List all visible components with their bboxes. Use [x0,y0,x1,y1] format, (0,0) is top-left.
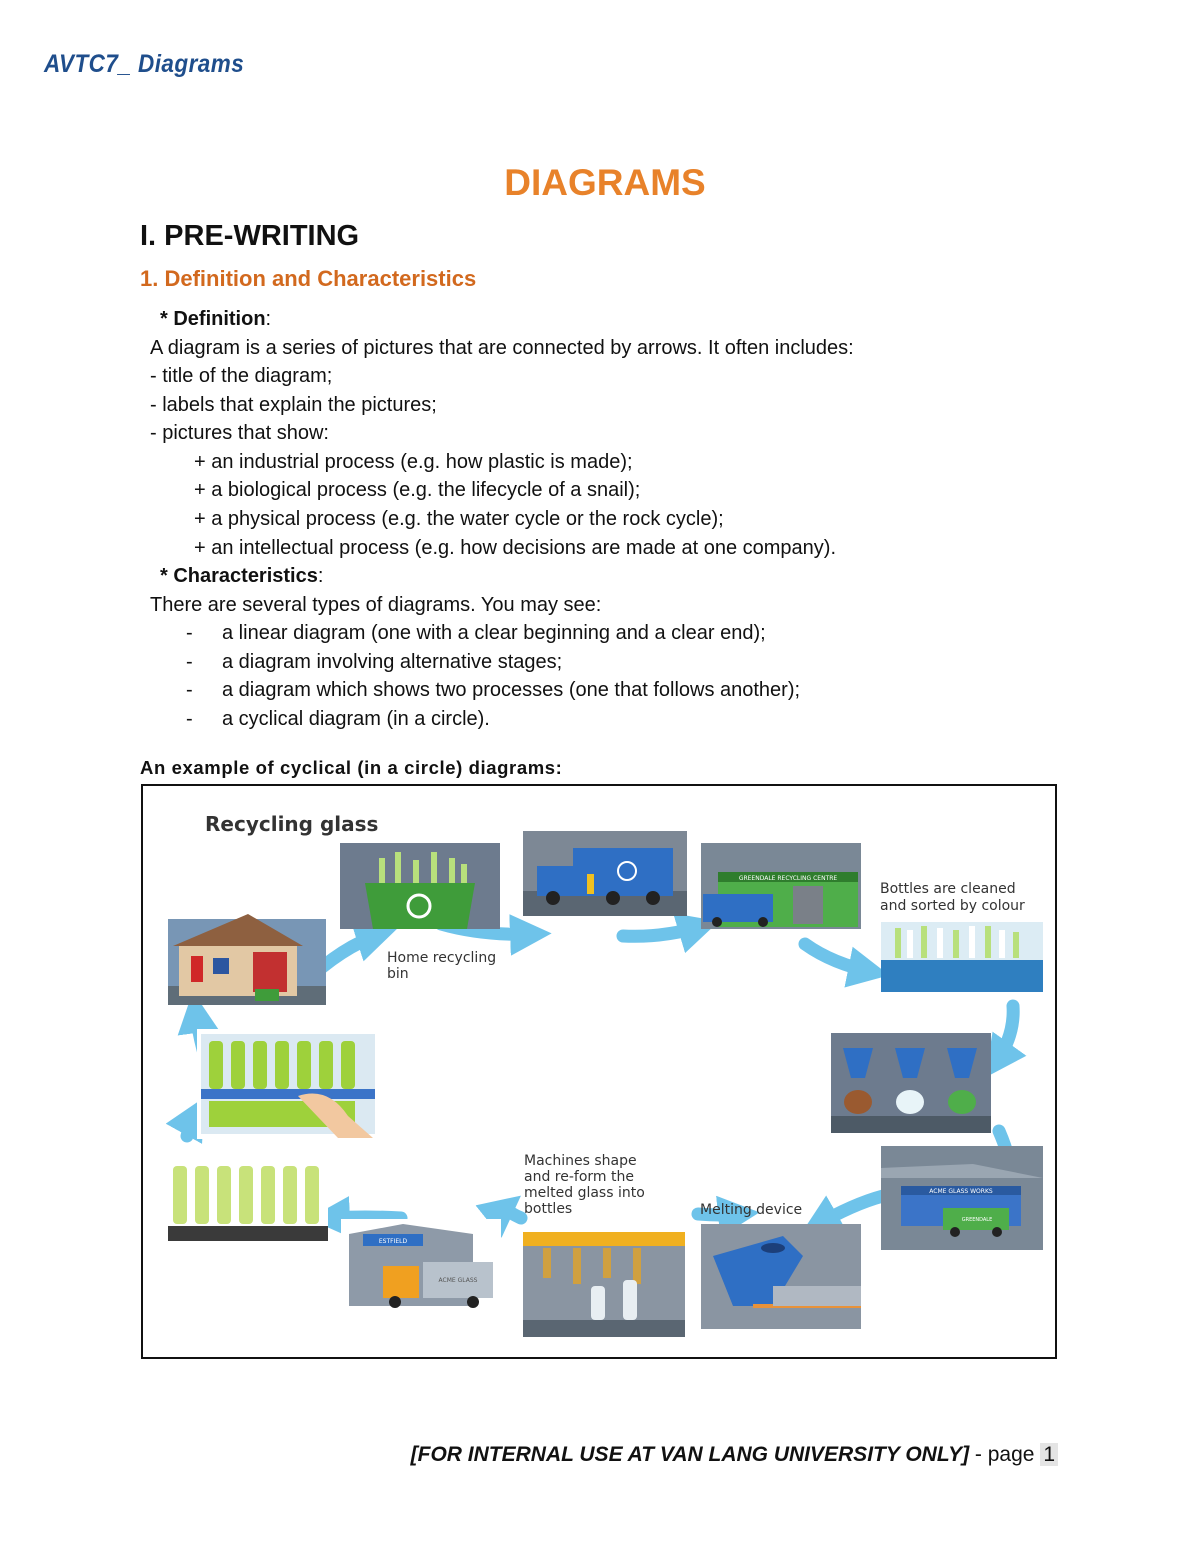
characteristics-bullet: - [186,679,193,701]
definition-item: - pictures that show: [150,422,329,444]
collection-truck-picture [523,831,687,916]
label-cleaned-line1: Bottles are cleaned [880,881,1016,897]
subsection-heading: 1. Definition and Characteristics [140,266,477,291]
label-machines-line1: Machines shape [524,1153,637,1169]
characteristics-bullet: - [186,708,193,730]
acme-glass-sign: ACME GLASS [438,1277,478,1284]
label-machines-line3: melted glass into [524,1185,645,1201]
truck-sign: GREENDALE [961,1217,993,1223]
page-footer [411,1443,1058,1467]
recycling-centre-picture [701,843,861,929]
glass-works-sign: ACME GLASS WORKS [929,1188,993,1195]
definition-intro: A diagram is a series of pictures that are connected by arrows. It often includes: [150,337,854,359]
definition-colon: : [265,308,272,330]
figure-title: Recycling glass [205,812,379,836]
melting-device-picture [701,1224,861,1329]
delivery-truck-picture [341,1219,501,1324]
definition-sub-item: + an industrial process (e.g. how plastic is made); [194,451,633,473]
hoarding-sign: ESTFIELD [378,1238,408,1245]
characteristics-intro: There are several types of diagrams. You may see: [150,594,602,616]
label-machines-line2: and re-form the [524,1169,634,1185]
definition-item: - labels that explain the pictures; [150,394,437,416]
label-bin-line2: bin [387,966,409,982]
recycling-glass-figure [141,784,1057,1359]
recycling-bin-picture [340,843,500,929]
characteristics-bullet: - [186,651,193,673]
definition-heading-text: * Definition [160,308,266,330]
footer-separator: - page [969,1443,1041,1466]
glass-works-picture [881,1146,1043,1250]
characteristics-colon: : [317,565,324,587]
label-machines-line4: bottles [524,1201,573,1217]
bottle-cleaning-picture [881,922,1043,992]
label-bin-line1: Home recycling [387,950,497,966]
characteristics-item: a cyclical diagram (in a circle). [222,708,490,730]
characteristics-bullet: - [186,622,193,644]
definition-sub-item: + a physical process (e.g. the water cycle or the rock cycle); [194,508,724,530]
definition-item: - title of the diagram; [150,365,333,387]
centre-sign: GREENDALE RECYCLING CENTRE [738,875,838,882]
footer-text: [FOR INTERNAL USE AT VAN LANG UNIVERSITY ONLY] [410,1443,970,1466]
shaping-machine-picture [523,1232,685,1337]
characteristics-item: a diagram which shows two processes (one that follows another); [222,679,801,701]
label-cleaned-line2: and sorted by colour [880,898,1025,914]
shop-shelf-picture [197,1029,379,1139]
characteristics-item: a linear diagram (one with a clear beginning and a clear end); [222,622,766,644]
definition-sub-item: + an intellectual process (e.g. how decisions are made at one company). [194,537,837,559]
characteristics-heading-text: * Characteristics [160,565,318,587]
page-title: DIAGRAMS [504,162,706,203]
definition-sub-item: + a biological process (e.g. the lifecycle of a snail); [194,479,641,501]
characteristics-item: a diagram involving alternative stages; [222,651,563,673]
label-melting: Melting device [700,1202,803,1218]
bottle-line-picture [168,1146,328,1241]
section-heading: I. PRE-WRITING [140,220,360,252]
definition-heading [160,305,271,334]
example-caption: An example of cyclical (in a circle) diagrams: [140,757,563,778]
characteristics-heading [160,562,323,591]
page-number: 1 [1040,1443,1058,1466]
document-header-label: AVTC7_ Diagrams [44,50,245,78]
colour-sorting-picture [831,1033,991,1133]
house-picture [168,914,326,1005]
